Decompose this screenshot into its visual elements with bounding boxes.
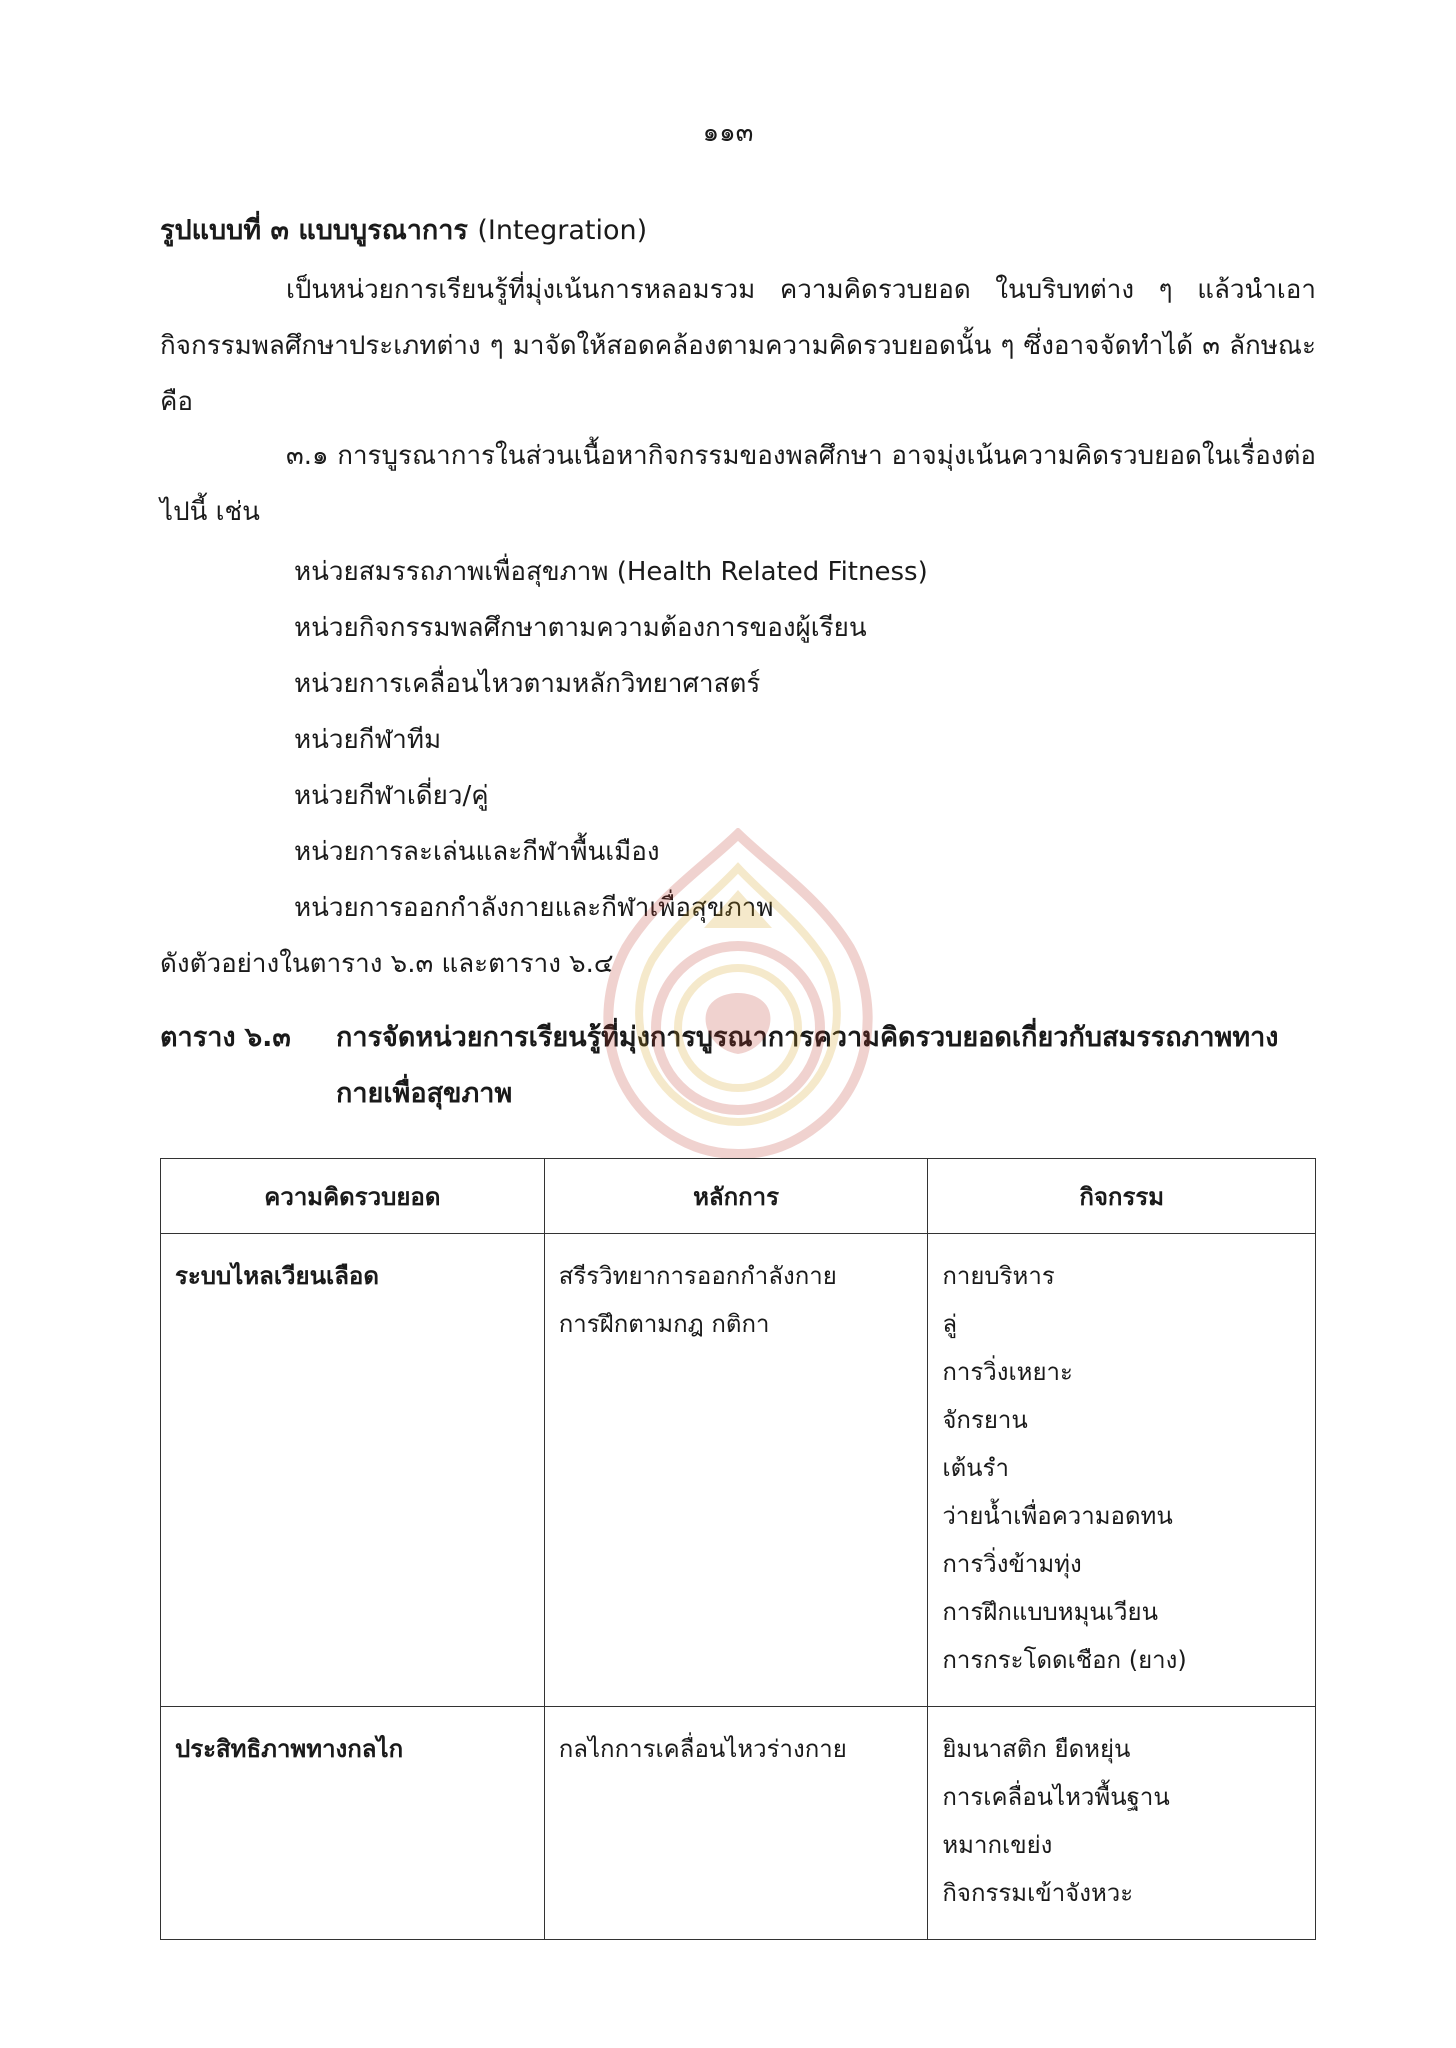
example-note: ดังตัวอย่างในตาราง ๖.๓ และตาราง ๖.๔ bbox=[160, 949, 614, 979]
activity-item: ลู่ bbox=[942, 1310, 958, 1338]
header-principle: หลักการ bbox=[544, 1159, 928, 1234]
concept-cell: ประสิทธิภาพทางกลไก bbox=[161, 1707, 545, 1940]
activity-item: ว่ายน้ำเพื่อความอดทน bbox=[942, 1502, 1173, 1530]
intro-paragraph-text: เป็นหน่วยการเรียนรู้ที่มุ่งเน้นการหลอมรวม ความคิดรวบยอด ในบริบทต่าง ๆ แล้วนำเอากิจกรรมพลศึกษาประเภทต่าง ๆ มาจัดให้สอดคล้องตามความคิดรวบยอดนั้น ๆ ซึ่งอาจจัดทำได้ ๓ ลักษณะ คือ bbox=[160, 275, 1316, 417]
activity-cell bbox=[928, 1234, 1316, 1707]
unit-item: หน่วยกีฬาทีม bbox=[294, 725, 442, 755]
concept-cell: ระบบไหลเวียนเลือด bbox=[161, 1234, 545, 1707]
activity-item: ยิมนาสติก ยืดหยุ่น bbox=[942, 1735, 1131, 1763]
table-row bbox=[161, 1234, 1316, 1707]
activity-cell bbox=[928, 1707, 1316, 1940]
table-row bbox=[161, 1707, 1316, 1940]
section-heading bbox=[160, 208, 647, 251]
principle-item: กลไกการเคลื่อนไหวร่างกาย bbox=[558, 1735, 847, 1763]
activity-item: การฝึกแบบหมุนเวียน bbox=[942, 1598, 1158, 1626]
activity-item: การวิ่งเหยาะ bbox=[942, 1358, 1073, 1386]
unit-item: หน่วยกีฬาเดี่ยว/คู่ bbox=[294, 781, 489, 811]
header-concept: ความคิดรวบยอด bbox=[161, 1159, 545, 1234]
principle-item: สรีรวิทยาการออกกำลังกาย bbox=[558, 1262, 837, 1290]
activity-item: จักรยาน bbox=[942, 1406, 1028, 1434]
intro-paragraph bbox=[160, 262, 1316, 430]
principle-item: การฝึกตามกฎ กติกา bbox=[558, 1310, 770, 1338]
principle-cell bbox=[544, 1707, 928, 1940]
page-number: ๑๑๓ bbox=[702, 118, 754, 148]
unit-item: หน่วยกิจกรรมพลศึกษาตามความต้องการของผู้เรียน bbox=[294, 613, 867, 643]
integration-paragraph-text: ๓.๑ การบูรณาการในส่วนเนื้อหากิจกรรมของพลศึกษา อาจมุ่งเน้นความคิดรวบยอดในเรื่องต่อไปนี้ เช่น bbox=[160, 441, 1316, 527]
principle-cell bbox=[544, 1234, 928, 1707]
activity-item: การกระโดดเชือก (ยาง) bbox=[942, 1646, 1187, 1674]
section-heading-english: (Integration) bbox=[477, 215, 648, 246]
activity-item: กิจกรรมเข้าจังหวะ bbox=[942, 1879, 1134, 1907]
table-caption-label: ตาราง ๖.๓ bbox=[160, 1022, 291, 1053]
unit-list bbox=[294, 544, 928, 936]
unit-item: หน่วยการออกกำลังกายและกีฬาเพื่อสุขภาพ bbox=[294, 893, 774, 923]
unit-item: หน่วยการเคลื่อนไหวตามหลักวิทยาศาสตร์ bbox=[294, 669, 761, 699]
unit-item: หน่วยการละเล่นและกีฬาพื้นเมือง bbox=[294, 837, 660, 867]
concept-table bbox=[160, 1158, 1316, 1940]
integration-paragraph bbox=[160, 428, 1316, 540]
table-caption-title: การจัดหน่วยการเรียนรู้ที่มุ่งการบูรณาการความคิดรวบยอดเกี่ยวกับสมรรถภาพทางกายเพื่อสุขภาพ bbox=[336, 1022, 1279, 1109]
activity-item: เต้นรำ bbox=[942, 1454, 1009, 1482]
activity-item: การเคลื่อนไหวพื้นฐาน bbox=[942, 1783, 1170, 1811]
unit-item: หน่วยสมรรถภาพเพื่อสุขภาพ (Health Related Fitness) bbox=[294, 557, 928, 587]
header-activity: กิจกรรม bbox=[928, 1159, 1316, 1234]
activity-item: กายบริหาร bbox=[942, 1262, 1055, 1290]
activity-item: หมากเขย่ง bbox=[942, 1831, 1053, 1859]
section-heading-thai: รูปแบบที่ ๓ แบบบูรณาการ bbox=[160, 215, 468, 246]
table-header-row bbox=[161, 1159, 1316, 1234]
activity-item: การวิ่งข้ามทุ่ง bbox=[942, 1550, 1082, 1578]
